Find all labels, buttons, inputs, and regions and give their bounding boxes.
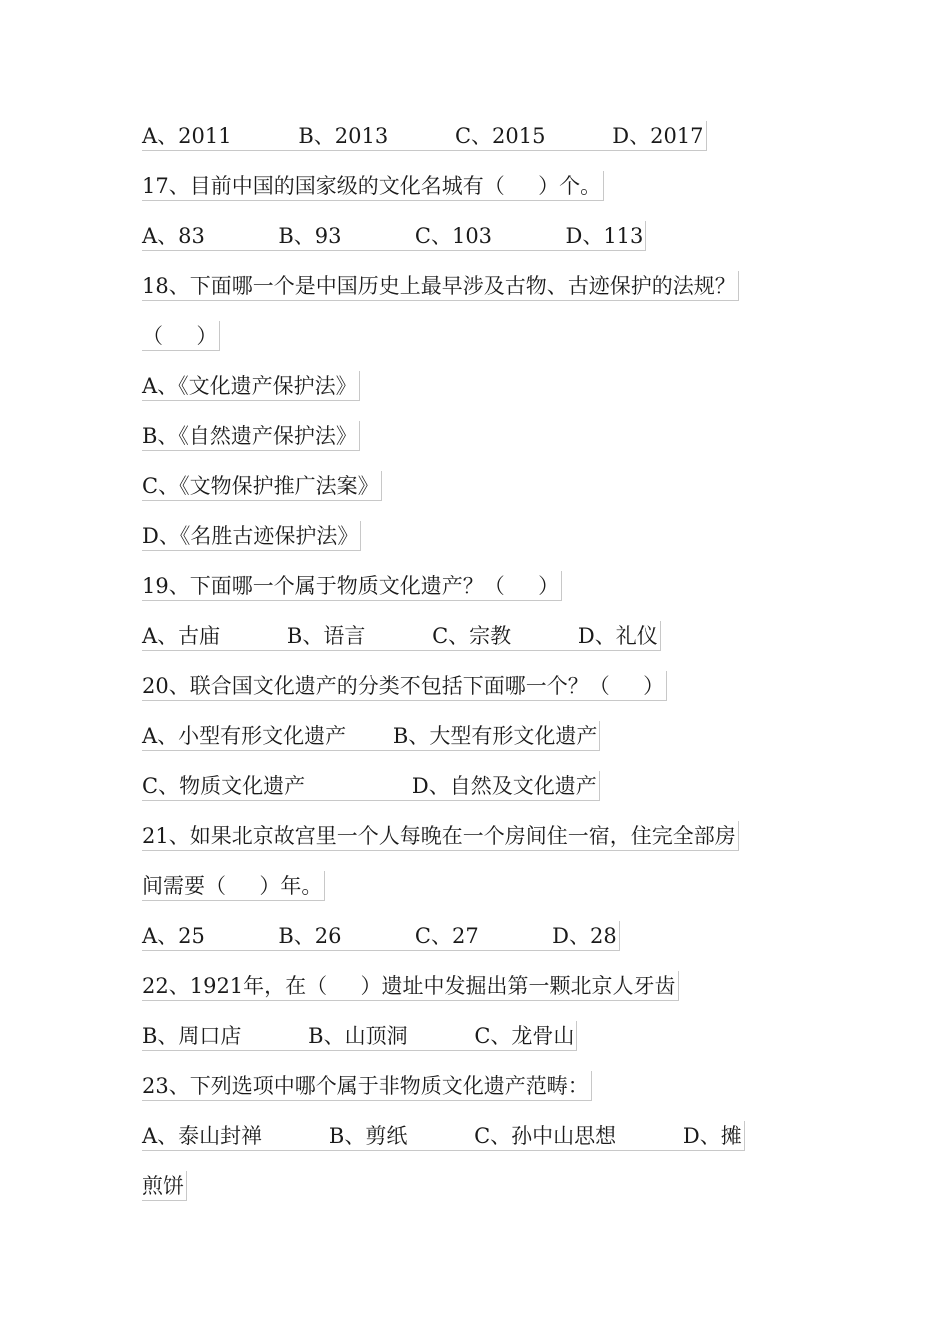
q18-option-d: D、《名胜古迹保护法》: [142, 521, 361, 551]
q18-question-blank: （ ）: [142, 321, 220, 351]
q22-options: B、周口店 B、山顶洞 C、龙骨山: [142, 1021, 577, 1051]
q21-options: A、25 B、26 C、27 D、28: [142, 921, 620, 951]
q23-question: 23、下列选项中哪个属于非物质文化遗产范畴：: [142, 1071, 592, 1101]
q18-question: 18、下面哪一个是中国历史上最早涉及古物、古迹保护的法规？: [142, 271, 739, 301]
q19-question: 19、下面哪一个属于物质文化遗产？（ ）: [142, 571, 562, 601]
q22-question: 22、1921年，在（ ）遗址中发掘出第一颗北京人牙齿: [142, 971, 679, 1001]
q23-options-cont: 煎饼: [142, 1171, 187, 1201]
q18-option-b: B、《自然遗产保护法》: [142, 421, 360, 451]
q17-question: 17、目前中国的国家级的文化名城有（ ）个。: [142, 171, 604, 201]
q20-question: 20、联合国文化遗产的分类不包括下面哪一个？（ ）: [142, 671, 667, 701]
q21-question-cont: 间需要（ ）年。: [142, 871, 325, 901]
q21-question: 21、如果北京故宫里一个人每晚在一个房间住一宿，住完全部房: [142, 821, 739, 851]
q19-options: A、古庙 B、语言 C、宗教 D、礼仪: [142, 621, 661, 651]
q18-option-c: C、《文物保护推广法案》: [142, 471, 382, 501]
q20-options-ab: A、小型有形文化遗产 B、大型有形文化遗产: [142, 721, 600, 751]
q17-options: A、83 B、93 C、103 D、113: [142, 221, 646, 251]
q18-option-a: A、《文化遗产保护法》: [142, 371, 360, 401]
q16-options: A、2011 B、2013 C、2015 D、2017: [142, 121, 707, 151]
q20-options-cd: C、物质文化遗产 D、自然及文化遗产: [142, 771, 600, 801]
q23-options: A、泰山封禅 B、剪纸 C、孙中山思想 D、摊: [142, 1121, 745, 1151]
